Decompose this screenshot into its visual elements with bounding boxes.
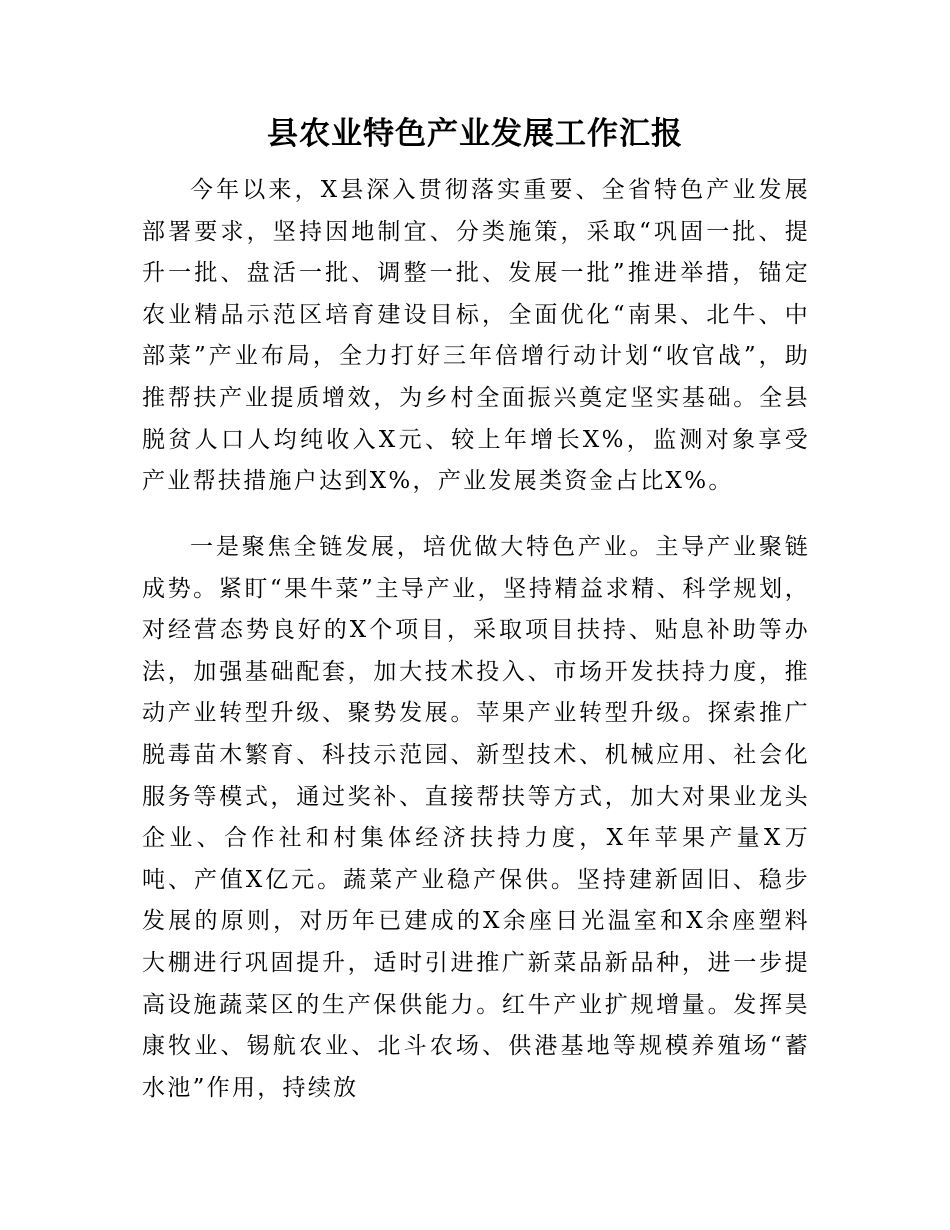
paragraph-industry-chain: 一是聚焦全链发展，培优做大特色产业。主导产业聚链成势。紧盯“果牛菜”主导产业，坚持精益求精、科学规划，对经营态势良好的X个项目，采取项目扶持、贴息补助等办法，加强基础配套，加大技术投入、市场开发扶持力度，推动产业转型升级、聚势发展。苹果产业转型升级。探索推广脱毒苗木繁育、科技示范园、新型技术、机械应用、社会化服务等模式，通过奖补、直接帮扶等方式，加大对果业龙头企业、合作社和村集体经济扶持力度，X年苹果产量X万吨、产值X亿元。蔬菜产业稳产保供。坚持建新固旧、稳步发展的原则，对历年已建成的X余座日光温室和X余座塑料大棚进行巩固提升，适时引进推广新菜品新品种，进一步提高设施蔬菜区的生产保供能力。红牛产业扩规增量。发挥昊康牧业、锡航农业、北斗农场、供港基地等规模养殖场“蓄水池”作用，持续放 [142, 534, 810, 1101]
paragraph-intro: 今年以来，X县深入贯彻落实重要、全省特色产业发展部署要求，坚持因地制宜、分类施策，采取“巩固一批、提升一批、盘活一批、调整一批、发展一批”推进举措，锚定农业精品示范区培育建设目标，全面优化“南果、北牛、中部菜”产业布局，全力打好三年倍增行动计划“收官战”，助推帮扶产业提质增效，为乡村全面振兴奠定坚实基础。全县脱贫人口人均纯收入X元、较上年增长X%，监测对象享受产业帮扶措施户达到X%，产业发展类资金占比X%。 [142, 177, 810, 495]
document-title: 县农业特色产业发展工作汇报 [267, 116, 683, 152]
